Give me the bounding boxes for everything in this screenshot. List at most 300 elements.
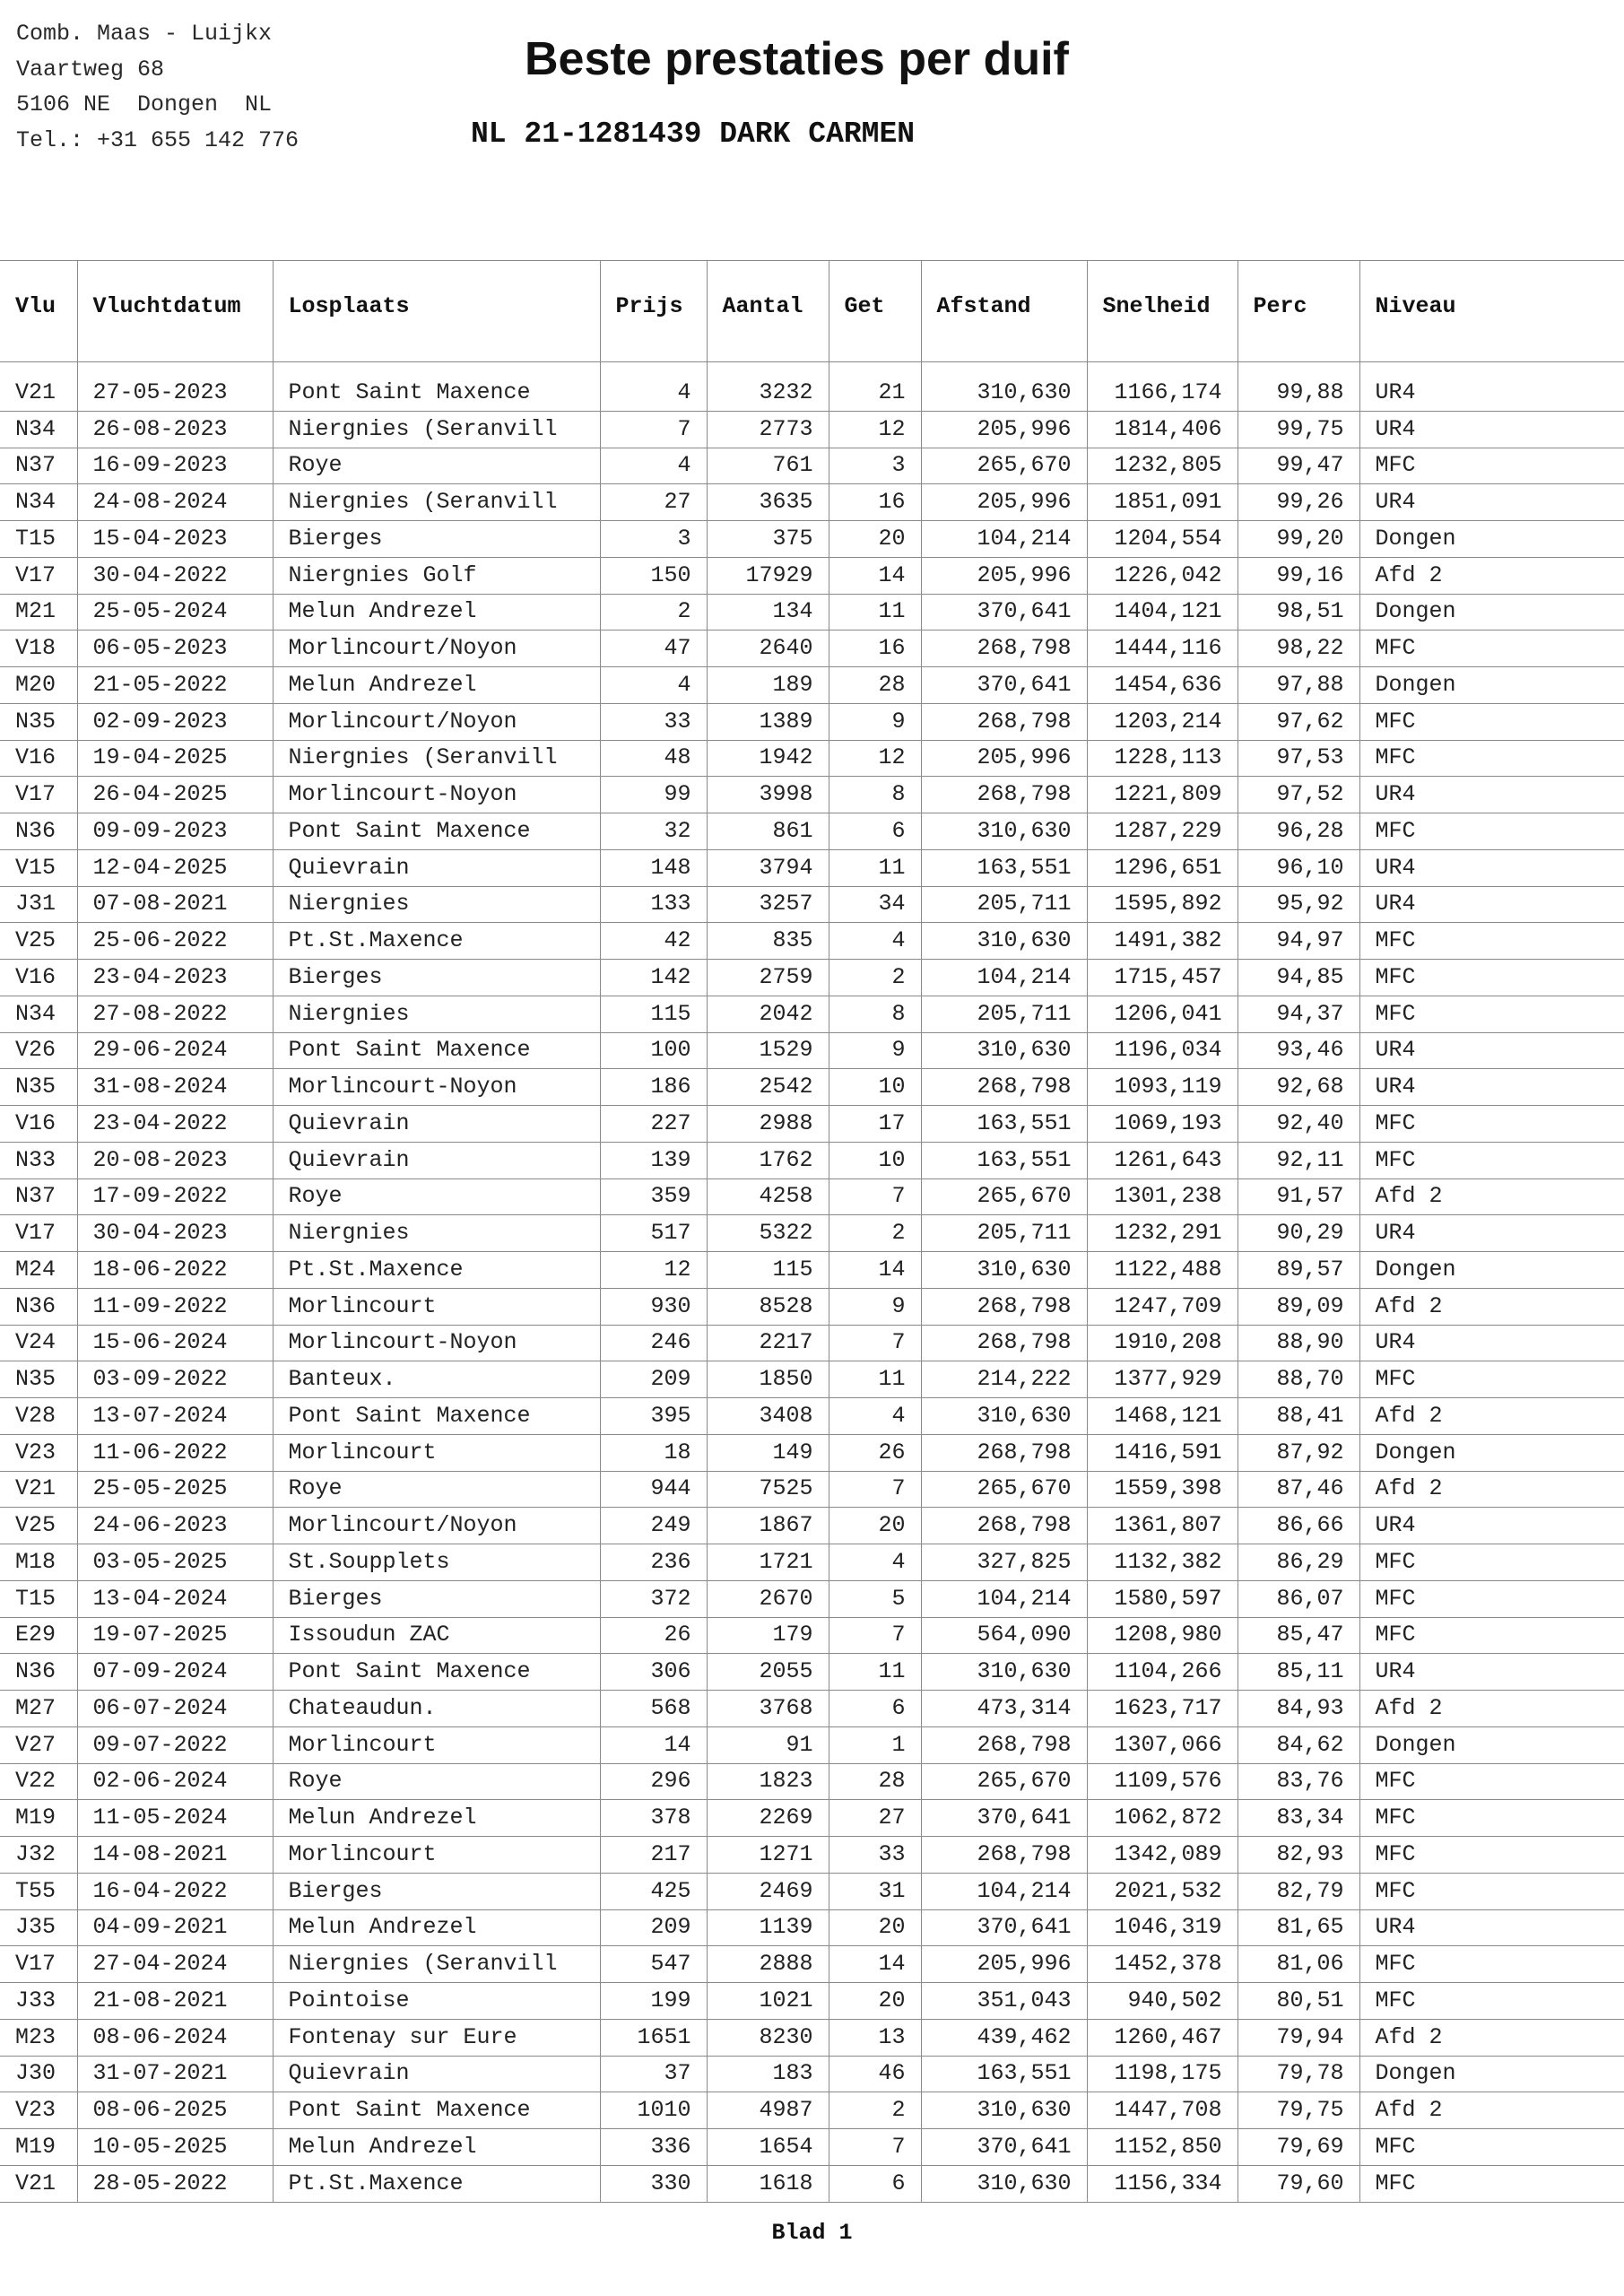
cell-losplaats: Morlincourt bbox=[273, 1837, 600, 1874]
cell-afstand: 327,825 bbox=[921, 1544, 1087, 1581]
cell-niveau: MFC bbox=[1359, 2129, 1624, 2166]
cell-aantal: 149 bbox=[707, 1434, 829, 1471]
cell-afstand: 439,462 bbox=[921, 2019, 1087, 2056]
table-row bbox=[0, 1763, 1624, 1800]
cell-prijs: 372 bbox=[600, 1580, 707, 1617]
cell-vlu: J35 bbox=[0, 1909, 77, 1946]
cell-perc: 88,70 bbox=[1238, 1361, 1359, 1398]
cell-losplaats: Pt.St.Maxence bbox=[273, 923, 600, 960]
cell-aantal: 2542 bbox=[707, 1069, 829, 1106]
sender-phone: Tel.: +31 655 142 776 bbox=[16, 126, 300, 153]
cell-get: 4 bbox=[829, 1544, 921, 1581]
cell-vlu: M23 bbox=[0, 2019, 77, 2056]
cell-snelheid: 1580,597 bbox=[1087, 1580, 1238, 1617]
cell-niveau: MFC bbox=[1359, 703, 1624, 740]
cell-prijs: 14 bbox=[600, 1726, 707, 1763]
cell-perc: 82,93 bbox=[1238, 1837, 1359, 1874]
cell-losplaats: Pont Saint Maxence bbox=[273, 375, 600, 411]
cell-aantal: 1721 bbox=[707, 1544, 829, 1581]
cell-vlu: N34 bbox=[0, 484, 77, 521]
cell-niveau: UR4 bbox=[1359, 1032, 1624, 1069]
cell-snelheid: 1491,382 bbox=[1087, 923, 1238, 960]
cell-perc: 83,76 bbox=[1238, 1763, 1359, 1800]
table-row bbox=[0, 2056, 1624, 2092]
cell-afstand: 205,711 bbox=[921, 996, 1087, 1032]
cell-aantal: 3408 bbox=[707, 1398, 829, 1435]
cell-niveau: Afd 2 bbox=[1359, 557, 1624, 594]
cell-snelheid: 1093,119 bbox=[1087, 1069, 1238, 1106]
cell-aantal: 835 bbox=[707, 923, 829, 960]
cell-vluchtdatum: 21-05-2022 bbox=[77, 667, 273, 704]
cell-niveau: MFC bbox=[1359, 1106, 1624, 1143]
cell-perc: 89,09 bbox=[1238, 1288, 1359, 1325]
cell-niveau: UR4 bbox=[1359, 886, 1624, 923]
cell-get: 16 bbox=[829, 631, 921, 667]
cell-perc: 99,88 bbox=[1238, 375, 1359, 411]
table-row bbox=[0, 1325, 1624, 1361]
cell-vluchtdatum: 02-06-2024 bbox=[77, 1763, 273, 1800]
pigeon-identifier: NL 21-1281439 DARK CARMEN bbox=[471, 117, 916, 151]
cell-losplaats: Roye bbox=[273, 1178, 600, 1215]
cell-niveau: Afd 2 bbox=[1359, 1691, 1624, 1727]
cell-afstand: 205,711 bbox=[921, 886, 1087, 923]
cell-losplaats: Morlincourt/Noyon bbox=[273, 631, 600, 667]
cell-get: 33 bbox=[829, 1837, 921, 1874]
cell-vlu: V17 bbox=[0, 1215, 77, 1252]
cell-vluchtdatum: 24-06-2023 bbox=[77, 1508, 273, 1544]
cell-snelheid: 1307,066 bbox=[1087, 1726, 1238, 1763]
cell-vlu: M27 bbox=[0, 1691, 77, 1727]
cell-prijs: 296 bbox=[600, 1763, 707, 1800]
cell-perc: 96,10 bbox=[1238, 849, 1359, 886]
cell-perc: 99,26 bbox=[1238, 484, 1359, 521]
cell-perc: 99,47 bbox=[1238, 448, 1359, 484]
cell-vluchtdatum: 07-09-2024 bbox=[77, 1654, 273, 1691]
cell-vlu: J30 bbox=[0, 2056, 77, 2092]
cell-vluchtdatum: 26-04-2025 bbox=[77, 777, 273, 813]
cell-afstand: 310,630 bbox=[921, 1032, 1087, 1069]
cell-snelheid: 1247,709 bbox=[1087, 1288, 1238, 1325]
cell-perc: 97,62 bbox=[1238, 703, 1359, 740]
table-row bbox=[0, 1178, 1624, 1215]
col-header-prijs: Prijs bbox=[600, 261, 707, 362]
cell-get: 21 bbox=[829, 375, 921, 411]
cell-prijs: 7 bbox=[600, 411, 707, 448]
cell-snelheid: 1361,807 bbox=[1087, 1508, 1238, 1544]
cell-afstand: 104,214 bbox=[921, 1580, 1087, 1617]
cell-niveau: MFC bbox=[1359, 448, 1624, 484]
cell-vlu: J33 bbox=[0, 1983, 77, 2020]
table-row bbox=[0, 813, 1624, 850]
cell-losplaats: Niergnies (Seranvill bbox=[273, 1946, 600, 1983]
cell-perc: 94,85 bbox=[1238, 960, 1359, 996]
cell-vlu: V17 bbox=[0, 557, 77, 594]
cell-losplaats: Morlincourt/Noyon bbox=[273, 1508, 600, 1544]
cell-aantal: 8528 bbox=[707, 1288, 829, 1325]
cell-prijs: 568 bbox=[600, 1691, 707, 1727]
cell-afstand: 370,641 bbox=[921, 2129, 1087, 2166]
cell-prijs: 209 bbox=[600, 1909, 707, 1946]
cell-snelheid: 1623,717 bbox=[1087, 1691, 1238, 1727]
cell-get: 2 bbox=[829, 960, 921, 996]
cell-aantal: 1823 bbox=[707, 1763, 829, 1800]
cell-snelheid: 1226,042 bbox=[1087, 557, 1238, 594]
cell-niveau: MFC bbox=[1359, 813, 1624, 850]
cell-afstand: 268,798 bbox=[921, 1837, 1087, 1874]
cell-prijs: 148 bbox=[600, 849, 707, 886]
cell-perc: 85,47 bbox=[1238, 1617, 1359, 1654]
cell-vluchtdatum: 11-05-2024 bbox=[77, 1800, 273, 1837]
cell-aantal: 4258 bbox=[707, 1178, 829, 1215]
cell-afstand: 370,641 bbox=[921, 667, 1087, 704]
cell-aantal: 3232 bbox=[707, 375, 829, 411]
sender-address bbox=[16, 16, 299, 158]
cell-niveau: UR4 bbox=[1359, 1069, 1624, 1106]
cell-prijs: 199 bbox=[600, 1983, 707, 2020]
cell-afstand: 370,641 bbox=[921, 1909, 1087, 1946]
cell-afstand: 205,996 bbox=[921, 740, 1087, 777]
cell-losplaats: Morlincourt-Noyon bbox=[273, 777, 600, 813]
cell-vlu: N35 bbox=[0, 1069, 77, 1106]
table-row bbox=[0, 2129, 1624, 2166]
cell-vluchtdatum: 11-09-2022 bbox=[77, 1288, 273, 1325]
cell-get: 12 bbox=[829, 740, 921, 777]
cell-prijs: 37 bbox=[600, 2056, 707, 2092]
table-row bbox=[0, 1288, 1624, 1325]
cell-afstand: 163,551 bbox=[921, 849, 1087, 886]
cell-niveau: MFC bbox=[1359, 1142, 1624, 1178]
cell-losplaats: Melun Andrezel bbox=[273, 2129, 600, 2166]
cell-afstand: 163,551 bbox=[921, 2056, 1087, 2092]
cell-snelheid: 1104,266 bbox=[1087, 1654, 1238, 1691]
cell-afstand: 351,043 bbox=[921, 1983, 1087, 2020]
cell-afstand: 268,798 bbox=[921, 777, 1087, 813]
cell-losplaats: Melun Andrezel bbox=[273, 1800, 600, 1837]
cell-vlu: V16 bbox=[0, 960, 77, 996]
col-header-perc: Perc bbox=[1238, 261, 1359, 362]
cell-get: 7 bbox=[829, 2129, 921, 2166]
table-row bbox=[0, 1252, 1624, 1289]
cell-losplaats: Morlincourt-Noyon bbox=[273, 1069, 600, 1106]
cell-losplaats: Melun Andrezel bbox=[273, 667, 600, 704]
cell-aantal: 2988 bbox=[707, 1106, 829, 1143]
table-row bbox=[0, 1032, 1624, 1069]
results-body bbox=[0, 362, 1624, 2203]
cell-afstand: 104,214 bbox=[921, 521, 1087, 558]
cell-vluchtdatum: 27-05-2023 bbox=[77, 375, 273, 411]
cell-vluchtdatum: 16-09-2023 bbox=[77, 448, 273, 484]
cell-perc: 86,29 bbox=[1238, 1544, 1359, 1581]
cell-prijs: 330 bbox=[600, 2165, 707, 2202]
cell-niveau: MFC bbox=[1359, 631, 1624, 667]
cell-afstand: 205,996 bbox=[921, 557, 1087, 594]
cell-snelheid: 1062,872 bbox=[1087, 1800, 1238, 1837]
col-header-vlu: Vlu bbox=[0, 261, 77, 362]
col-header-niveau: Niveau bbox=[1359, 261, 1624, 362]
cell-perc: 79,60 bbox=[1238, 2165, 1359, 2202]
cell-losplaats: Quievrain bbox=[273, 1106, 600, 1143]
cell-perc: 99,75 bbox=[1238, 411, 1359, 448]
cell-afstand: 310,630 bbox=[921, 2165, 1087, 2202]
cell-prijs: 209 bbox=[600, 1361, 707, 1398]
cell-niveau: MFC bbox=[1359, 1983, 1624, 2020]
cell-snelheid: 2021,532 bbox=[1087, 1873, 1238, 1909]
cell-vluchtdatum: 16-04-2022 bbox=[77, 1873, 273, 1909]
cell-niveau: MFC bbox=[1359, 2165, 1624, 2202]
sender-street: Vaartweg 68 bbox=[16, 56, 165, 83]
cell-aantal: 3635 bbox=[707, 484, 829, 521]
cell-vlu: V21 bbox=[0, 2165, 77, 2202]
cell-snelheid: 1109,576 bbox=[1087, 1763, 1238, 1800]
cell-niveau: Afd 2 bbox=[1359, 1288, 1624, 1325]
cell-perc: 94,97 bbox=[1238, 923, 1359, 960]
table-row bbox=[0, 1398, 1624, 1435]
cell-vluchtdatum: 13-04-2024 bbox=[77, 1580, 273, 1617]
cell-prijs: 99 bbox=[600, 777, 707, 813]
cell-vluchtdatum: 25-05-2024 bbox=[77, 594, 273, 631]
cell-vluchtdatum: 02-09-2023 bbox=[77, 703, 273, 740]
cell-aantal: 2217 bbox=[707, 1325, 829, 1361]
cell-get: 11 bbox=[829, 849, 921, 886]
cell-get: 46 bbox=[829, 2056, 921, 2092]
cell-perc: 84,93 bbox=[1238, 1691, 1359, 1727]
cell-snelheid: 1208,980 bbox=[1087, 1617, 1238, 1654]
cell-afstand: 265,670 bbox=[921, 1471, 1087, 1508]
cell-losplaats: Melun Andrezel bbox=[273, 594, 600, 631]
cell-afstand: 265,670 bbox=[921, 1178, 1087, 1215]
cell-perc: 84,62 bbox=[1238, 1726, 1359, 1763]
table-row bbox=[0, 1471, 1624, 1508]
cell-get: 27 bbox=[829, 1800, 921, 1837]
cell-vluchtdatum: 30-04-2022 bbox=[77, 557, 273, 594]
cell-vlu: V16 bbox=[0, 740, 77, 777]
cell-aantal: 1867 bbox=[707, 1508, 829, 1544]
cell-losplaats: Roye bbox=[273, 1763, 600, 1800]
cell-afstand: 268,798 bbox=[921, 703, 1087, 740]
cell-get: 17 bbox=[829, 1106, 921, 1143]
cell-losplaats: Quievrain bbox=[273, 2056, 600, 2092]
cell-perc: 86,66 bbox=[1238, 1508, 1359, 1544]
cell-perc: 81,65 bbox=[1238, 1909, 1359, 1946]
cell-afstand: 268,798 bbox=[921, 1508, 1087, 1544]
cell-niveau: MFC bbox=[1359, 1946, 1624, 1983]
cell-prijs: 186 bbox=[600, 1069, 707, 1106]
cell-aantal: 7525 bbox=[707, 1471, 829, 1508]
table-row bbox=[0, 886, 1624, 923]
cell-perc: 79,69 bbox=[1238, 2129, 1359, 2166]
cell-prijs: 425 bbox=[600, 1873, 707, 1909]
cell-vlu: V26 bbox=[0, 1032, 77, 1069]
cell-aantal: 1529 bbox=[707, 1032, 829, 1069]
cell-aantal: 375 bbox=[707, 521, 829, 558]
cell-get: 14 bbox=[829, 1946, 921, 1983]
cell-vluchtdatum: 13-07-2024 bbox=[77, 1398, 273, 1435]
cell-get: 10 bbox=[829, 1069, 921, 1106]
cell-losplaats: Pt.St.Maxence bbox=[273, 2165, 600, 2202]
cell-aantal: 1654 bbox=[707, 2129, 829, 2166]
cell-snelheid: 1206,041 bbox=[1087, 996, 1238, 1032]
cell-vlu: N36 bbox=[0, 1288, 77, 1325]
table-row bbox=[0, 1580, 1624, 1617]
table-row bbox=[0, 521, 1624, 558]
table-row bbox=[0, 1909, 1624, 1946]
cell-niveau: MFC bbox=[1359, 1800, 1624, 1837]
cell-vluchtdatum: 28-05-2022 bbox=[77, 2165, 273, 2202]
results-table bbox=[0, 260, 1624, 2203]
table-row bbox=[0, 1800, 1624, 1837]
cell-prijs: 246 bbox=[600, 1325, 707, 1361]
cell-niveau: MFC bbox=[1359, 1837, 1624, 1874]
cell-vluchtdatum: 08-06-2025 bbox=[77, 2092, 273, 2129]
cell-vluchtdatum: 29-06-2024 bbox=[77, 1032, 273, 1069]
table-row bbox=[0, 2165, 1624, 2202]
cell-niveau: UR4 bbox=[1359, 1215, 1624, 1252]
cell-aantal: 1021 bbox=[707, 1983, 829, 2020]
cell-niveau: MFC bbox=[1359, 1361, 1624, 1398]
cell-afstand: 370,641 bbox=[921, 1800, 1087, 1837]
cell-vluchtdatum: 09-09-2023 bbox=[77, 813, 273, 850]
cell-afstand: 265,670 bbox=[921, 448, 1087, 484]
table-row bbox=[0, 1873, 1624, 1909]
cell-get: 7 bbox=[829, 1178, 921, 1215]
cell-get: 7 bbox=[829, 1617, 921, 1654]
cell-prijs: 395 bbox=[600, 1398, 707, 1435]
cell-snelheid: 940,502 bbox=[1087, 1983, 1238, 2020]
cell-niveau: UR4 bbox=[1359, 484, 1624, 521]
cell-snelheid: 1156,334 bbox=[1087, 2165, 1238, 2202]
cell-niveau: Afd 2 bbox=[1359, 1471, 1624, 1508]
cell-losplaats: Pont Saint Maxence bbox=[273, 1654, 600, 1691]
cell-vlu: M21 bbox=[0, 594, 77, 631]
cell-snelheid: 1228,113 bbox=[1087, 740, 1238, 777]
cell-afstand: 268,798 bbox=[921, 631, 1087, 667]
cell-get: 8 bbox=[829, 777, 921, 813]
cell-aantal: 1389 bbox=[707, 703, 829, 740]
cell-losplaats: Pont Saint Maxence bbox=[273, 1398, 600, 1435]
cell-vluchtdatum: 27-04-2024 bbox=[77, 1946, 273, 1983]
cell-losplaats: Morlincourt bbox=[273, 1288, 600, 1325]
cell-get: 2 bbox=[829, 1215, 921, 1252]
cell-losplaats: Bierges bbox=[273, 1873, 600, 1909]
cell-vluchtdatum: 31-08-2024 bbox=[77, 1069, 273, 1106]
cell-prijs: 1010 bbox=[600, 2092, 707, 2129]
cell-prijs: 378 bbox=[600, 1800, 707, 1837]
cell-niveau: Afd 2 bbox=[1359, 1398, 1624, 1435]
cell-afstand: 564,090 bbox=[921, 1617, 1087, 1654]
cell-losplaats: Bierges bbox=[273, 1580, 600, 1617]
cell-losplaats: Niergnies bbox=[273, 886, 600, 923]
cell-get: 20 bbox=[829, 1909, 921, 1946]
cell-niveau: MFC bbox=[1359, 1763, 1624, 1800]
cell-aantal: 3998 bbox=[707, 777, 829, 813]
cell-niveau: MFC bbox=[1359, 1873, 1624, 1909]
cell-aantal: 1762 bbox=[707, 1142, 829, 1178]
cell-perc: 88,90 bbox=[1238, 1325, 1359, 1361]
cell-vlu: V24 bbox=[0, 1325, 77, 1361]
cell-niveau: UR4 bbox=[1359, 1325, 1624, 1361]
cell-prijs: 306 bbox=[600, 1654, 707, 1691]
table-row bbox=[0, 411, 1624, 448]
cell-afstand: 205,996 bbox=[921, 484, 1087, 521]
table-row bbox=[0, 740, 1624, 777]
cell-prijs: 4 bbox=[600, 448, 707, 484]
cell-get: 11 bbox=[829, 1361, 921, 1398]
table-row bbox=[0, 1142, 1624, 1178]
cell-vlu: M19 bbox=[0, 1800, 77, 1837]
cell-vlu: N37 bbox=[0, 1178, 77, 1215]
table-row bbox=[0, 777, 1624, 813]
cell-get: 14 bbox=[829, 1252, 921, 1289]
cell-vlu: V18 bbox=[0, 631, 77, 667]
table-row bbox=[0, 960, 1624, 996]
cell-vlu: V25 bbox=[0, 923, 77, 960]
cell-aantal: 1271 bbox=[707, 1837, 829, 1874]
cell-losplaats: Niergnies bbox=[273, 996, 600, 1032]
table-row bbox=[0, 2092, 1624, 2129]
table-row bbox=[0, 1946, 1624, 1983]
cell-losplaats: Quievrain bbox=[273, 1142, 600, 1178]
cell-losplaats: Pont Saint Maxence bbox=[273, 813, 600, 850]
cell-niveau: UR4 bbox=[1359, 1909, 1624, 1946]
cell-get: 9 bbox=[829, 1288, 921, 1325]
cell-perc: 90,29 bbox=[1238, 1215, 1359, 1252]
cell-prijs: 3 bbox=[600, 521, 707, 558]
cell-vluchtdatum: 18-06-2022 bbox=[77, 1252, 273, 1289]
cell-get: 20 bbox=[829, 1983, 921, 2020]
cell-snelheid: 1261,643 bbox=[1087, 1142, 1238, 1178]
cell-get: 10 bbox=[829, 1142, 921, 1178]
cell-niveau: MFC bbox=[1359, 996, 1624, 1032]
cell-losplaats: Morlincourt/Noyon bbox=[273, 703, 600, 740]
cell-prijs: 236 bbox=[600, 1544, 707, 1581]
cell-prijs: 4 bbox=[600, 667, 707, 704]
header-row bbox=[0, 261, 1624, 362]
table-row bbox=[0, 2019, 1624, 2056]
cell-prijs: 249 bbox=[600, 1508, 707, 1544]
cell-aantal: 179 bbox=[707, 1617, 829, 1654]
cell-perc: 82,79 bbox=[1238, 1873, 1359, 1909]
cell-prijs: 227 bbox=[600, 1106, 707, 1143]
cell-aantal: 3257 bbox=[707, 886, 829, 923]
cell-afstand: 268,798 bbox=[921, 1434, 1087, 1471]
cell-get: 12 bbox=[829, 411, 921, 448]
table-row bbox=[0, 557, 1624, 594]
table-row bbox=[0, 1508, 1624, 1544]
cell-snelheid: 1416,591 bbox=[1087, 1434, 1238, 1471]
table-row bbox=[0, 1691, 1624, 1727]
cell-get: 31 bbox=[829, 1873, 921, 1909]
cell-vluchtdatum: 30-04-2023 bbox=[77, 1215, 273, 1252]
cell-prijs: 547 bbox=[600, 1946, 707, 1983]
cell-snelheid: 1122,488 bbox=[1087, 1252, 1238, 1289]
cell-perc: 91,57 bbox=[1238, 1178, 1359, 1215]
table-row bbox=[0, 1617, 1624, 1654]
cell-prijs: 217 bbox=[600, 1837, 707, 1874]
cell-snelheid: 1196,034 bbox=[1087, 1032, 1238, 1069]
cell-afstand: 268,798 bbox=[921, 1726, 1087, 1763]
cell-snelheid: 1069,193 bbox=[1087, 1106, 1238, 1143]
cell-niveau: MFC bbox=[1359, 740, 1624, 777]
cell-aantal: 2042 bbox=[707, 996, 829, 1032]
cell-vlu: N34 bbox=[0, 996, 77, 1032]
cell-aantal: 189 bbox=[707, 667, 829, 704]
page-title: Beste prestaties per duif bbox=[525, 33, 1069, 85]
cell-vluchtdatum: 10-05-2025 bbox=[77, 2129, 273, 2166]
cell-get: 3 bbox=[829, 448, 921, 484]
cell-prijs: 48 bbox=[600, 740, 707, 777]
cell-losplaats: Niergnies (Seranvill bbox=[273, 411, 600, 448]
cell-perc: 98,51 bbox=[1238, 594, 1359, 631]
